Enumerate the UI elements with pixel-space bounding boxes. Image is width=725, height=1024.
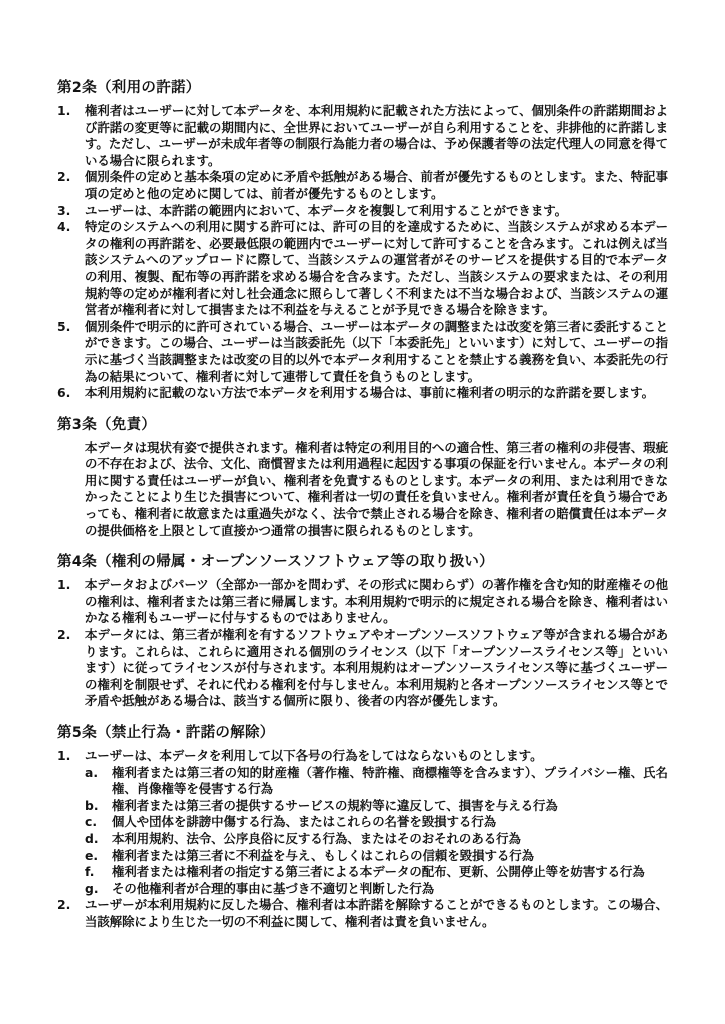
- list-item-text: 特定のシステムへの利用に関する許可には、許可の目的を達成するために、当該システムが求める本データの権利の再許諾を、必要最低限の範囲内でユーザーに対して許可することを含みます。これは例えば当該システムへのアップロードに際して、当該システムの運営者がそのサービスを提供する目的で本データの利用、複製、配布等の再許諾を求める場合を含みます。ただし、当該システムの要求または、その利用規約等の定めが権利者に対し社会通念に照らして著しく不利または不当な場合および、当該システムの運営者が権利者に対して損害または不利益を与えることが予見できる場合を除きます。: [85, 219, 668, 318]
- sub-list-item-marker: f.: [85, 864, 95, 880]
- sub-list-item-text: 権利者または第三者に不利益を与え、もしくはこれらの信頼を毀損する行為: [112, 847, 535, 863]
- article-2-heading: 第2条（利用の許諾）: [57, 80, 201, 96]
- list-item-text: 権利者はユーザーに対して本データを、本利用規約に記載された方法によって、個別条件の許諾期間および許諾の変更等に記載の期間内に、全世界においてユーザーが自ら利用することを、非排他的に許諾します。ただし、ユーザーが未成年者等の制限行為能力者の場合は、予め保護者等の法定代理人の同意を得ている場合に限られます。: [85, 103, 668, 168]
- sub-list-item-marker: c.: [85, 814, 98, 830]
- list-item-marker: 3.: [57, 202, 71, 218]
- list-item-text: 本利用規約に記載のない方法で本データを利用する場合は、事前に権利者の明示的な許諾を要します。: [85, 385, 654, 401]
- list-item-marker: 4.: [57, 219, 71, 235]
- list-item: [57, 748, 668, 765]
- article-2-items: [57, 103, 668, 402]
- sub-list-item: [85, 765, 668, 798]
- list-item-text: 個別条件の定めと基本条項の定めに矛盾や抵触がある場合、前者が優先するものとします。また、特記事項の定めと他の定めに関しては、前者が優先するものとします。: [85, 169, 668, 201]
- list-item-marker: 1.: [57, 103, 71, 118]
- list-item-text: ユーザーが本利用規約に反した場合、権利者は本許諾を解除することができるものとします。この場合、当該解除により生じた一切の不利益に関して、権利者は責を負いません。: [85, 897, 668, 929]
- list-item-marker: 1.: [57, 577, 71, 593]
- list-item-marker: 2.: [57, 627, 71, 643]
- sub-list-item-text: 権利者または第三者の提供するサービスの規約等に違反して、損害を与える行為: [112, 797, 558, 813]
- list-item-marker: 6.: [57, 385, 71, 401]
- sub-list-item: [85, 881, 668, 898]
- sub-list-item: [85, 864, 668, 881]
- article-4-heading: 第4条（権利の帰属・オープンソースソフトウェア等の取り扱い）: [57, 554, 494, 571]
- sub-list-item: [85, 831, 668, 848]
- article-5-items: [57, 748, 668, 931]
- list-item: [57, 577, 668, 627]
- list-item-text: 本データおよびパーツ（全部か一部かを問わず、その形式に関わらず）の著作権を含む知的財産権その他の権利は、権利者または第三者に帰属します。本利用規約で明示的に規定される場合を除き、権利者はいかなる権利もユーザーに付与するものではありません。: [85, 577, 668, 626]
- list-item-text: 本データには、第三者が権利を有するソフトウェアやオープンソースソフトウェア等が含まれる場合があります。これらは、これらに適用される個別のライセンス（以下「オープンソースライセンス等」といいます）に従ってライセンスが付与されます。本利用規約はオープンソースライセンス等に基づくユーザーの権利を制限せず、それに代わる権利を付与しません。本利用規約と各オープンソースライセンス等とで矛盾や抵触がある場合は、該当する個所に限り、後者の内容が優先します。: [85, 627, 668, 709]
- sub-list-item-marker: b.: [85, 797, 99, 813]
- list-item-text: 個別条件で明示的に許可されている場合、ユーザーは本データの調整または改変を第三者に委託することができます。この場合、ユーザーは当該委託先（以下「本委託先」といいます）に対して、ユーザーの指示に基づく当該調整または改変の目的以外で本データ利用することを禁止する義務を負い、本委託先の行為の結果について、権利者に対して連帯して責任を負うものとします。: [85, 318, 668, 384]
- sub-list-item-marker: d.: [85, 830, 99, 846]
- sub-list-item: [85, 798, 668, 815]
- sub-list-item-text: 個人や団体を誹謗中傷する行為、またはこれらの名誉を毀損する行為: [112, 814, 497, 830]
- article-5-sub-items: [85, 765, 668, 898]
- sub-list-item-text: 権利者または第三者の知的財産権（著作権、特許権、商標権等を含みます）、プライバシー権、氏名権、肖像権等を侵害する行為: [112, 764, 668, 797]
- list-item: [57, 897, 668, 930]
- sub-list-item-text: 権利者または権利者の指定する第三者による本データの配布、更新、公開停止等を妨害する行為: [112, 864, 645, 880]
- list-item: [57, 319, 668, 385]
- sub-list-item-marker: a.: [85, 764, 99, 780]
- article-3-paragraph: 本データは現状有姿で提供されます。権利者は特定の利用目的への適合性、第三者の権利の非侵害、瑕疵の不存在および、法令、文化、商慣習または利用過程に起因する事項の保証を行いません。本データの利用に関する責任はユーザーが負い、権利者を免責するものとします。本データの利用、または利用できなかったことにより生じた損害について、権利者は一切の責任を負いません。権利者が責任を負う場合であっても、権利者に故意または重過失がなく、法令で禁止される場合を除き、権利者の賠償責任は本データの提供価格を上限として直接かつ通常の損害に限られるものとします。: [85, 439, 668, 538]
- sub-list-item-text: その他権利者が合理的事由に基づき不適切と判断した行為: [112, 880, 435, 896]
- list-item: [57, 169, 668, 202]
- list-item-marker: 2.: [57, 897, 71, 913]
- sub-list-item-marker: g.: [85, 880, 99, 896]
- list-item-marker: 5.: [57, 318, 71, 334]
- sub-list-item: [85, 814, 668, 831]
- list-item-marker: 1.: [57, 748, 71, 763]
- list-item: [57, 385, 668, 402]
- article-section-4: [57, 554, 668, 710]
- article-section-3: [57, 417, 668, 540]
- list-item: [57, 627, 668, 710]
- list-item-text: ユーザーは、本データを利用して以下各号の行為をしてはならないものとします。: [85, 748, 543, 763]
- list-item: [57, 219, 668, 319]
- article-5-heading: 第5条（禁止行為・許諾の解除）: [57, 725, 275, 741]
- list-item: [57, 103, 668, 169]
- article-4-items: [57, 577, 668, 710]
- sub-list-item: [85, 848, 668, 865]
- article-section-2: [57, 80, 668, 402]
- list-item-text: ユーザーは、本許諾の範囲内において、本データを複製して利用することができます。: [85, 202, 567, 218]
- sub-list-item-text: 本利用規約、法令、公序良俗に反する行為、またはそのおそれのある行為: [112, 830, 521, 846]
- sub-list-item-marker: e.: [85, 847, 99, 863]
- list-item-marker: 2.: [57, 169, 71, 185]
- article-section-5: [57, 725, 668, 931]
- article-3-heading: 第3条（免責）: [57, 416, 157, 433]
- list-item: [57, 203, 668, 220]
